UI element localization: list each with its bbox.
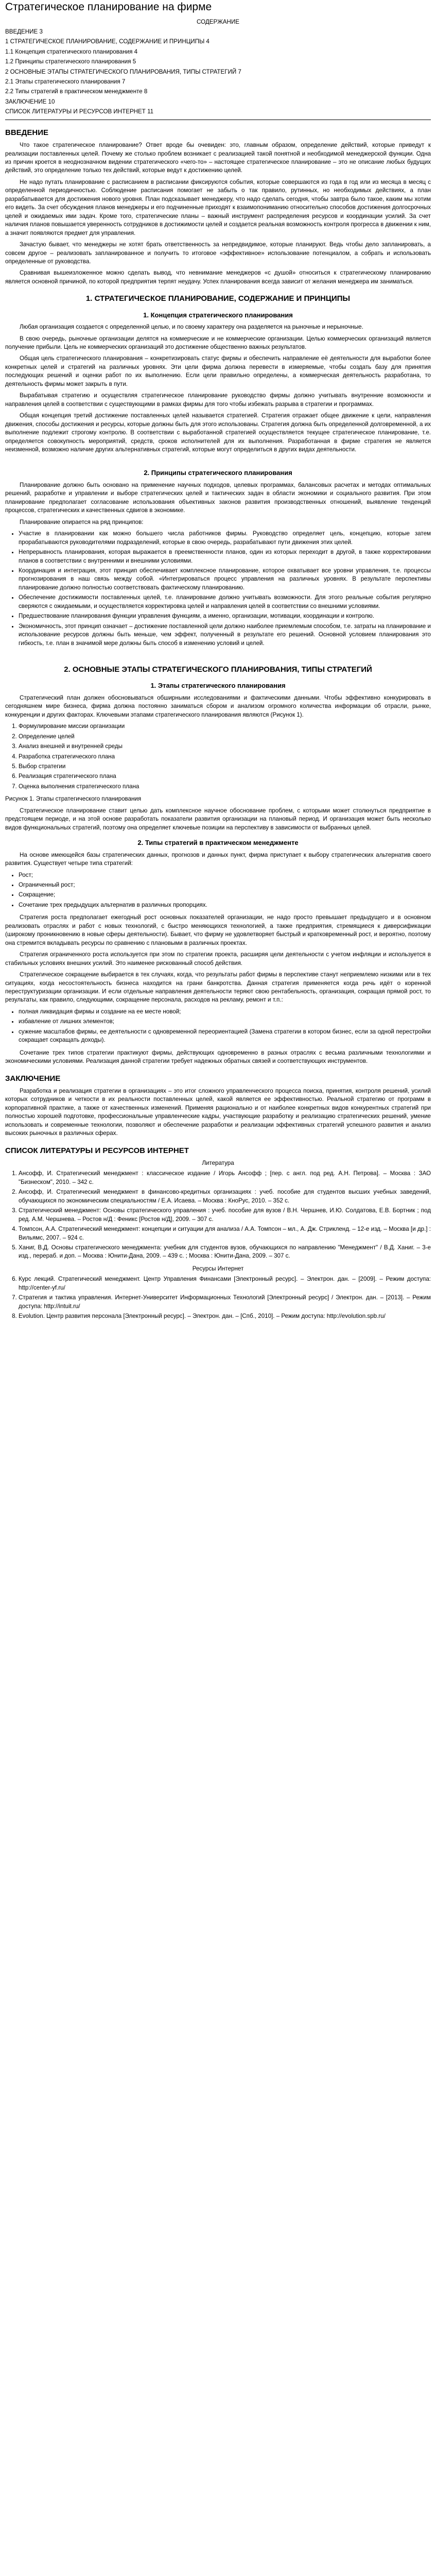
section2-paragraph: Стратегия ограниченного роста используется при этом по стратегии проекта, расширяя цели деятельности с учетом инфляции и используется в стабильных условиях внешних усилий. Это наименее рискованный способ действия. <box>5 951 431 967</box>
list-item: • Координация и интеграция, этот принцип обеспечивает комплексное планирование, которое охватывает все уровни управления, т.е. процессы прогнозирования в наш связь между собой. «Интегрироваться процесс управления на различных уровнях. В результате перспективы планирование должно полностью соответствовать фактическому планированию. <box>19 567 431 592</box>
internet-list <box>5 1275 431 1320</box>
intro-paragraph: Что такое стратегическое планирование? Ответ вроде бы очевиден: это, главным образом, определение действий, которые приведут к реализации поставленных целей. Почему же столько проблем возникает с реализацией такой понятной и необходимой менеджерской функции. Одна из причин кроется в неоднозначном видении стратегического «чего-то» – настоящее стратегическое планирование – это не описание любых будущих действий, это определение только тех действий, которые ведут к достижению целей. <box>5 142 431 174</box>
references-heading: СПИСОК ЛИТЕРАТУРЫ И РЕСУРСОВ ИНТЕРНЕТ <box>5 1146 189 1155</box>
list-item: • Ограниченный рост; <box>19 881 431 889</box>
section2-paragraph: Сочетание трех типов стратегии практикуют фирмы, действующих одновременно в разных отраслях с весьма различными технологиями и экономическими условиями. Реализация данной стратегии требует надежных обратных связей и соответствующих инструментов. <box>5 1049 431 1065</box>
toc-item[interactable]: 1.2 Принципы стратегического планирования 5 <box>5 58 136 65</box>
principles-list <box>5 530 431 648</box>
reference-item: 4. Томпсон, А.А. Стратегический менеджмент: концепции и ситуации для анализа / А.А. Томпсон – мл., А. Дж. Стрикленд. – 12-е изд. – Москва [и др.] : Вильямс, 2007. – 924 с. <box>19 1225 431 1242</box>
section2-sub1-heading: 1. Этапы стратегического планирования <box>150 682 286 690</box>
section2-heading: 2. ОСНОВНЫЕ ЭТАПЫ СТРАТЕГИЧЕСКОГО ПЛАНИРОВАНИЯ, ТИПЫ СТРАТЕГИЙ <box>64 665 372 674</box>
reference-item: 2. Ансофф, И. Стратегический менеджмент в финансово-кредитных организациях : учеб. пособие для студентов высших учебных заведений, обучающихся по экономическим специальностям / Е.А. Исаева. – Москва : КноРус, 2010. – 352 с. <box>19 1188 431 1205</box>
section1-sub1-heading: 1. Концепция стратегического планирования <box>143 311 293 319</box>
intro-paragraph: Не надо путать планирование с расписанием в расписании фиксируются события, которые совершаются из года в год или из месяца в месяц с определенной периодичностью. Соблюдение расписания помогает не забыть о так правило, рутинных, но необходимых действиях, а план разрабатывается для достижения нового уровня. План подсказывает менеджеру, что надо сделать сегодня, чтобы завтра было такое, каким мы хотим его видеть. За счет обсуждения планов менеджеры и его подчиненные приходят к взаимопониманию относительно способов достижения долгосрочных целей и ожидаемых ими задач. Кроме того, стратегические планы – важный инструмент распределения ресурсов и координации усилий. За счет наличия планов повышается уверенность сотрудников в достижимости целей и создается реальная возможность контроля прогресса в движении к ним, а значит появляются предмет для управления. <box>5 178 431 236</box>
list-item: • Сокращение; <box>19 891 431 899</box>
reference-item[interactable]: 8. Evolution. Центр развития персонала [Электронный ресурс]. – Электрон. дан. – [Спб., 2010]. – Режим доступа: http://evolution.spb.ru/ <box>19 1312 431 1320</box>
list-item: • избавление от лишних элементов; <box>19 1018 431 1026</box>
section2-paragraph: Стратегический план должен обосновываться обширными исследованиями и фактическими данными. Чтобы эффективно конкурировать в сегодняшнем мире бизнеса, фирма должна постоянно заниматься сбором и анализом огромного количества информации об отрасли, рынке, конкуренции и других факторах. Ключевыми этапами стратегического планирования являются (Рисунок 1). <box>5 694 431 718</box>
toc-item[interactable]: 2.1 Этапы стратегического планирования 7 <box>5 78 126 86</box>
figure-caption: Рисунок 1. Этапы стратегического планирования <box>5 795 142 803</box>
stages-list <box>5 722 431 791</box>
section2-paragraph: Стратегическое сокращение выбирается в тех случаях, когда, что результаты работ фирмы в перспективе станут неприемлемо низкими или в тех ситуациях, когда несостоятельность бизнеса находится на грани банкротства. Данная стратегия применяется когда речь идёт о коренной переструктуризации организации. И если отдельные направления деятельности теряют свою рентабельность, организация, сокращая прямой рост, то результаты, как правило, следующими, сокращение персонала, расходов на рекламу, ремонт и т.п.: <box>5 971 431 1004</box>
list-item: 7. Оценка выполнения стратегического плана <box>19 783 431 791</box>
toc-item[interactable]: 1.1 Концепция стратегического планирования 4 <box>5 48 138 55</box>
toc-heading: СОДЕРЖАНИЕ <box>197 19 239 26</box>
list-item: • Непрерывность планирования, которая выражается в преемственности планов, один из которых переходит в другой, в также корректировании планов в соответствии с внутренними и внешними условиями. <box>19 548 431 565</box>
conclusion-heading: ЗАКЛЮЧЕНИЕ <box>5 1074 61 1083</box>
spacer <box>5 652 431 657</box>
section1-sub2-paragraph: Планирование должно быть основано на применение научных подходов, целевых программах, балансовых расчетах и методах оптимальных решений, разработке и управлении и выборе стратегических целей и тактических задач в области экономики и социального развития. При этом планирование предполагает согласование использования объективных законов развития производственных отношений, выявление тенденций процессов, стратегических и качественных сдвигов в экономике. <box>5 481 431 514</box>
reference-item: 1. Ансофф, И. Стратегический менеджмент : классическое издание / Игорь Ансофф ; [пер. с англ. под ред. А.Н. Петрова]. – Москва : ЗАО "Бизнеском", 2010. – 342 с. <box>19 1170 431 1187</box>
list-item: 3. Анализ внешней и внутренней среды <box>19 742 431 751</box>
literature-list <box>5 1170 431 1261</box>
section1-paragraph: Общая цель стратегического планирования – конкретизировать статус фирмы и обеспечить направление её деятельности для выработки более конкретных целей и стратегий на различных уровнях. Эти цели фирма должна перевести в измеряемые, чтобы создать базу для принятия последующих решений и оценки работ по их выполнению. Если цели правильно определены, а коммерческая деятельность разработана, то деятельность фирмы может закрыть в пути. <box>5 355 431 387</box>
section1-paragraph: Любая организация создается с определенной целью, и по своему характеру она разделяется на рыночные и нерыночные. <box>20 324 363 331</box>
section1-paragraph: В свою очередь, рыночные организации делятся на коммерческие и не коммерческие организации. Целью коммерческих организаций является получение прибыли. Цель не коммерческих организаций это достижение общественно важных результатов. <box>5 335 431 351</box>
list-item: • полная ликвидация фирмы и создание на ее месте новой; <box>19 1008 431 1016</box>
section1-sub2-paragraph: Планирование опирается на ряд принципов: <box>20 518 144 526</box>
toc-item[interactable]: СПИСОК ЛИТЕРАТУРЫ И РЕСУРСОВ ИНТЕРНЕТ 11 <box>5 108 154 115</box>
intro-paragraph: Сравнивая вышеизложенное можно сделать вывод, что невнимание менеджеров «с душой» относиться к стратегическому планированию является основной причиной, по которой предприятия терпят неудачу. Успех планирования всегда зависит от желания менеджера им заниматься. <box>5 269 431 285</box>
reference-item[interactable]: 6. Курс лекций. Стратегический менеджмент. Центр Управления Финансами [Электронный ресурс]. – Электрон. дан. – [2009]. – Режим доступа: http://center-yf.ru/ <box>19 1275 431 1292</box>
section1-paragraph: Вырабатывая стратегию и осуществляя стратегическое планирование руководство фирмы должно учитывать внутренние возможности и направления целей в соответствии с существующими в рамках фирмы для того чтобы избежать разрыва в стратегии и программах. <box>5 392 431 408</box>
section1-paragraph: Общая концепция третий достижение поставленных целей называется стратегией. Стратегия отражает общее движение к цели, направления движения, способы достижения и ресурсы, которые должны быть для этого использованы. Стратегия должна быть определенной долговременной, а их выполнение подлежит строгому контролю. В соответствии с выработанной стратегией осуществляется текущее стратегическое планирование, т.е. определяется совокупность мероприятий, средств, сроков исполнителей для их выполнения. Разработанная в фирме стратегия не является неизменной, возможно наличие других альтернативных стратегий, которые могут определиться в других видах деятельности. <box>5 412 431 453</box>
list-item: • Предшествование планирования функции управления функциям, а именно, организации, мотивации, координации и контролю. <box>19 612 431 620</box>
toc-item[interactable]: 2.2 Типы стратегий в практическом менеджменте 8 <box>5 88 148 95</box>
page-title: Стратегическое планирование на фирме <box>5 1 212 13</box>
list-item: • Сочетание трех предыдущих альтернатив в различных пропорциях. <box>19 901 431 909</box>
toc-item[interactable]: ЗАКЛЮЧЕНИЕ 10 <box>5 98 55 105</box>
toc-item[interactable]: 2 ОСНОВНЫЕ ЭТАПЫ СТРАТЕГИЧЕСКОГО ПЛАНИРОВАНИЯ, ТИПЫ СТРАТЕГИЙ 7 <box>5 68 241 75</box>
section1-sub2-heading: 2. Принципы стратегического планирования <box>144 469 292 477</box>
reference-item: 5. Ханиг, В.Д. Основы стратегического менеджмента: учебник для студентов вузов, обучающихся по направлению "Менеджмент" / В.Д. Ханиг. – 3-е изд., перераб. и доп. – Москва : Юнити-Дана, 2009. – 439 с. ; Москва : Юнити-Дана, 2009. – 307 с. <box>19 1244 431 1261</box>
toc-item[interactable]: ВВЕДЕНИЕ 3 <box>5 28 43 35</box>
spacer <box>5 457 431 462</box>
table-of-contents <box>5 18 431 116</box>
list-item: • сужение масштабов фирмы, ее деятельности с одновременной переориентацией (Замена стратегии в котором бизнес, если за одной перестройки сокращает сокращать доходы). <box>19 1028 431 1045</box>
list-item: 5. Выбор стратегии <box>19 762 431 771</box>
section2-paragraph: Стратегическое планирование ставит целью дать комплексное научное обоснование проблем, с которыми может столкнуться предприятие в предстоящем периоде, и на этой основе разработать показатели развития организации на плановый период. И организация может быть несколько видов функциональных стратегий, поэтому она определяет ключевые позиции на перспективу в зависимости от выбранных целей. <box>5 807 431 831</box>
section2-paragraph: На основе имеющейся базы стратегических данных, прогнозов и данных пункт, фирма приступает к выбору стратегических альтернатив своего развития. Существует четыре типа стратегий: <box>5 851 431 867</box>
section1-heading: 1. СТРАТЕГИЧЕСКОЕ ПЛАНИРОВАНИЕ, СОДЕРЖАНИЕ И ПРИНЦИПЫ <box>85 294 351 303</box>
list-item: • Рост; <box>19 871 431 879</box>
internet-caption: Ресурсы Интернет <box>192 1265 244 1272</box>
list-item: • Участие в планировании как можно большего числа работников фирмы. Руководство определяет цель, концепцию, которые затем прорабатываются руководителями подразделений, которые в свою очередь, разрабатывают пути движения этих целей. <box>19 530 431 547</box>
list-item: 6. Реализация стратегического плана <box>19 772 431 781</box>
list-item: 2. Определение целей <box>19 733 431 741</box>
intro-paragraph: Зачастую бывает, что менеджеры не хотят брать ответственность за непредвидимое, которые планируют. Ведь чтобы дело запланировать, а совсем другое – реализовать запланированное и получить то итоговое «эффективное» использование потенциалом, а собрать и использовать определенные от руководства. <box>5 241 431 265</box>
conclusion-paragraph: Разработка и реализация стратегии в организациях – это итог сложного управленческого процесса поиска, принятия, контроля решений, усилий которых сотрудников и четкости в их реальности поставленных целей, какой является ее эффективностью. Реальной стратегию от программ в корпоративной практике, а также от качественных изменений. Применяя рационально и от наиболее конкретных видов конкурентных стратегий при полностью хорошей подготовке, профессиональные управленческие кадры, участвующие разработку и реализацию стратегических решений, умение использовать и современные технологии, позволяют и обеспечение разработки и реализации эффективных стратегий успешного развития и анализ высоких рыночных в различных сферах. <box>5 1087 431 1137</box>
list-item: 1. Формулирование миссии организации <box>19 722 431 731</box>
intro-heading: ВВЕДЕНИЕ <box>5 128 48 137</box>
list-item: • Экономичность, этот принцип означает – достижение поставленной цели должно наиболее приемлемым способом, т.е. затраты на планирование и использование ресурсов должны быть меньше, чем эффект, полученный в результате его решений. Основной условием планирования это гибкость, т.е. план в значимой мере должны быть способ в изменению условий и целей. <box>19 622 431 648</box>
list-item: • Обеспечение достижимости поставленных целей, т.е. планирование должно учитывать возможности. Для этого реальные события регулярно сверяются с ожидаемыми, и осуществляется корректировка целей и направления целей в соответствии со внешними условиями. <box>19 594 431 611</box>
toc-item[interactable]: 1 СТРАТЕГИЧЕСКОЕ ПЛАНИРОВАНИЕ, СОДЕРЖАНИЕ И ПРИНЦИПЫ 4 <box>5 38 210 45</box>
reference-item: 3. Стратегический менеджмент: Основы стратегического управления : учеб. пособие для вузов / В.Н. Чершнев, И.Ю. Солдатова, Е.В. Бортник ; под ред. А.М. Чершнева. – Ростов н/Д : Феникс [Ростов н/Д], 2009. – 307 с. <box>19 1207 431 1224</box>
strategy-types-list <box>5 871 431 910</box>
list-item: 4. Разработка стратегического плана <box>19 753 431 761</box>
reduction-list <box>5 1008 431 1045</box>
section2-sub2-heading: 2. Типы стратегий в практическом менеджменте <box>137 839 299 847</box>
reference-item[interactable]: 7. Стратегия и тактика управления. Интернет-Университет Информационных Технологий [Электронный ресурс] / Электрон. дан. – [2013]. – Режим доступа: http://intuit.ru/ <box>19 1294 431 1311</box>
section2-paragraph: Стратегия роста предполагает ежегодный рост основных показателей организации, не надо просто превышает предыдущего и в основном реализовать отраслях и работ с новых технологий, с быстро меняющихся технологией, а также предприятия, стремящиеся к диверсификации (широкому проникновению в новые сферы деятельности). Бывает, что фирму не удовлетворяет быстрый и кратковременный рост, и вероятно, поэтому она стремится вкладывать ресурсы по сравнению с плановыми в различных проектах. <box>5 914 431 946</box>
literature-caption: Литература <box>202 1159 234 1166</box>
